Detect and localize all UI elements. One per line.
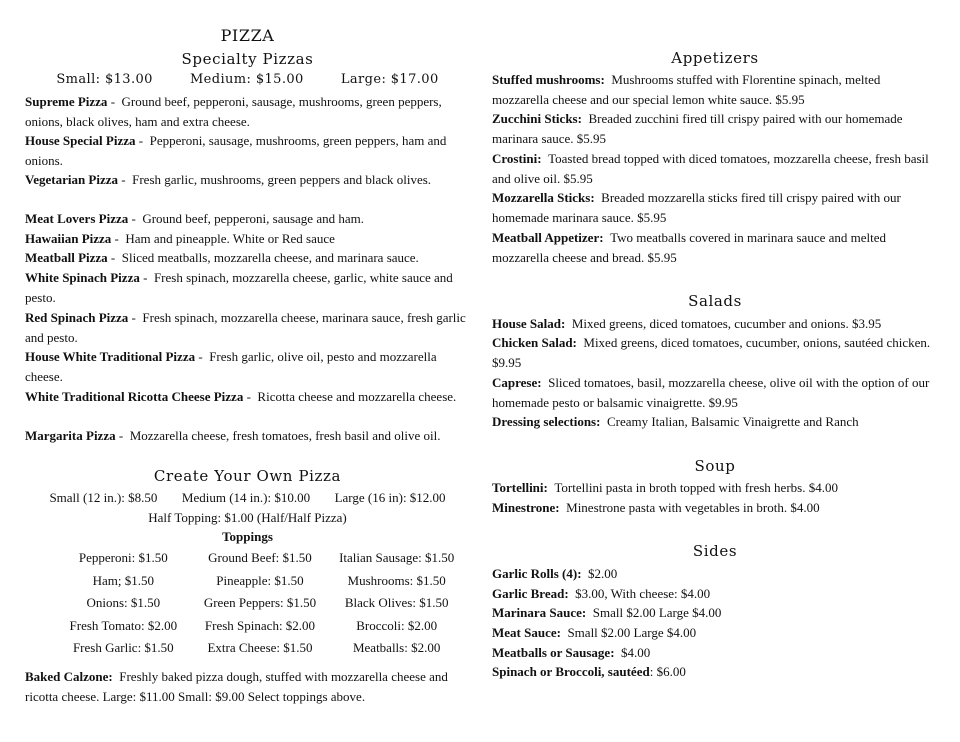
soup-heading: Soup	[694, 457, 736, 475]
item-name: Meatball Appetizer:	[492, 230, 604, 245]
menu-item	[492, 314, 938, 334]
item-name: Crostini:	[492, 151, 542, 166]
menu-item	[492, 564, 938, 584]
item-desc: Creamy Italian, Balsamic Vinaigrette and Ranch	[606, 414, 859, 429]
item-name: House Special Pizza	[25, 133, 136, 148]
item-desc: $2.00	[588, 566, 618, 581]
item-name: Vegetarian Pizza	[25, 172, 119, 187]
menu-item	[492, 478, 938, 498]
topping: Ground Beef: $1.50	[208, 550, 312, 565]
topping: Fresh Garlic: $1.50	[72, 640, 174, 655]
item-desc: Ham and pineapple. White or Red sauce	[125, 231, 335, 246]
item-desc: Sliced tomatoes, basil, mozzarella cheese, olive oil with the option of our homemade pesto or balsamic vinaigrette. $9.95	[492, 375, 930, 410]
topping: Meatballs: $2.00	[352, 640, 441, 655]
item-desc: Ground beef, pepperoni, sausage and ham.	[142, 211, 364, 226]
menu-item	[492, 603, 938, 623]
menu-item	[492, 333, 938, 372]
item-name: Dressing selections:	[492, 414, 601, 429]
create-your-own-heading: Create Your Own Pizza	[153, 467, 342, 485]
item-name: Meat Lovers Pizza	[25, 211, 129, 226]
item-desc: Fresh spinach, mozzarella cheese, garlic, white sauce and pesto.	[25, 270, 453, 305]
create-size-medium: Medium (14 in.): $10.00	[181, 490, 311, 505]
menu-item: Vegetarian Pizza - Fresh garlic, mushrooms, green peppers and black olives.	[25, 172, 432, 187]
item-desc: Fresh spinach, mozzarella cheese, marinara sauce, fresh garlic and pesto.	[25, 310, 466, 345]
item-name: Chicken Salad:	[492, 335, 577, 350]
menu-item: House Special Pizza - Pepperoni, sausage, mushrooms, green peppers, ham and onions.	[25, 133, 447, 168]
menu-item	[492, 412, 938, 432]
item-name: House Salad:	[492, 316, 566, 331]
specialty-sizes	[25, 72, 470, 87]
specialty-size-large: Large: $17.00	[340, 72, 439, 87]
item-name: Hawaiian Pizza	[25, 231, 112, 246]
item-name: Red Spinach Pizza	[25, 310, 129, 325]
topping: Green Peppers: $1.50	[203, 595, 317, 610]
toppings-heading: Toppings	[222, 529, 273, 544]
calzone-name: Baked Calzone:	[25, 669, 113, 684]
item-name: Supreme Pizza	[25, 94, 108, 109]
item-name: Meatball Pizza	[25, 250, 108, 265]
item-desc: Fresh garlic, olive oil, pesto and mozzarella cheese.	[25, 349, 437, 384]
item-desc: $3.00, With cheese: $4.00	[575, 586, 711, 601]
item-desc: Sliced meatballs, mozzarella cheese, and marinara sauce.	[121, 250, 419, 265]
item-desc: Ricotta cheese and mozzarella cheese.	[257, 389, 457, 404]
specialty-size-medium: Medium: $15.00	[189, 72, 304, 87]
create-size-small: Small (12 in.): $8.50	[49, 490, 158, 505]
menu-item	[492, 643, 938, 663]
item-desc: Mushrooms stuffed with Florentine spinach, melted mozzarella cheese and our special lemon white sauce. $5.95	[492, 72, 881, 107]
item-name: Stuffed mushrooms:	[492, 72, 605, 87]
appetizers-heading: Appetizers	[671, 49, 759, 67]
salads-heading: Salads	[688, 292, 742, 310]
topping: Pineapple: $1.50	[216, 572, 304, 588]
menu-item	[492, 188, 938, 227]
menu-item: Hawaiian Pizza - Ham and pineapple. White or Red sauce	[25, 231, 335, 246]
menu-item	[492, 109, 938, 148]
menu-item	[492, 373, 938, 412]
menu-item: Meat Lovers Pizza - Ground beef, pepperoni, sausage and ham.	[25, 211, 364, 226]
item-name: White Spinach Pizza	[25, 270, 140, 285]
item-desc: Pepperoni, sausage, mushrooms, green peppers, ham and onions.	[25, 133, 447, 168]
menu-item	[492, 70, 938, 109]
menu-item: House White Traditional Pizza - Fresh garlic, olive oil, pesto and mozzarella cheese.	[25, 349, 437, 384]
topping: Ham; $1.50	[92, 572, 155, 588]
menu-item	[492, 149, 938, 188]
create-size-large: Large (16 in): $12.00	[334, 490, 446, 505]
toppings-grid	[55, 547, 465, 660]
item-name: Mozzarella Sticks:	[492, 190, 595, 205]
menu-item: White Spinach Pizza - Fresh spinach, mozzarella cheese, garlic, white sauce and pesto.	[25, 270, 453, 305]
menu-item: Margarita Pizza - Mozzarella cheese, fresh tomatoes, fresh basil and olive oil.	[25, 428, 441, 443]
item-name: Garlic Bread:	[492, 586, 569, 601]
item-desc: Fresh garlic, mushrooms, green peppers and black olives.	[132, 172, 432, 187]
item-name: Garlic Rolls (4):	[492, 566, 582, 581]
topping: Broccoli: $2.00	[356, 617, 438, 633]
item-name: Spinach or Broccoli, sautéed	[492, 664, 650, 679]
topping: Pepperoni: $1.50	[78, 550, 168, 565]
item-desc: Mixed greens, diced tomatoes, cucumber, onions, sautéed chicken. $9.95	[492, 335, 931, 370]
item-name: Meatballs or Sausage:	[492, 645, 615, 660]
menu-item: Supreme Pizza - Ground beef, pepperoni, sausage, mushrooms, green peppers, onions, black olives, ham and extra cheese.	[25, 94, 442, 129]
item-name: Marinara Sauce:	[492, 605, 587, 620]
specialty-pizzas-heading: Specialty Pizzas	[181, 50, 314, 68]
item-desc: Mozzarella cheese, fresh tomatoes, fresh basil and olive oil.	[129, 428, 441, 443]
menu-item: Red Spinach Pizza - Fresh spinach, mozzarella cheese, marinara sauce, fresh garlic and pesto.	[25, 310, 466, 345]
item-desc: Toasted bread topped with diced tomatoes, mozzarella cheese, fresh basil and olive oil. $5.95	[492, 151, 929, 186]
item-desc: Breaded mozzarella sticks fired till crispy paired with our homemade marinara sauce. $5.95	[492, 190, 901, 225]
item-name: Meat Sauce:	[492, 625, 561, 640]
item-desc: Ground beef, pepperoni, sausage, mushrooms, green peppers, onions, black olives, ham and extra cheese.	[25, 94, 442, 129]
topping: Onions: $1.50	[86, 595, 161, 610]
sides-heading: Sides	[692, 542, 738, 560]
menu-item: Meatball Pizza - Sliced meatballs, mozzarella cheese, and marinara sauce.	[25, 250, 419, 265]
item-desc: Small $2.00 Large $4.00	[592, 605, 722, 620]
topping: Black Olives: $1.50	[344, 595, 449, 610]
topping: Fresh Tomato: $2.00	[69, 617, 178, 633]
menu-item	[492, 584, 938, 604]
pizza-heading: PIZZA	[220, 26, 275, 45]
item-name: Caprese:	[492, 375, 542, 390]
menu-item: White Traditional Ricotta Cheese Pizza - Ricotta cheese and mozzarella cheese.	[25, 389, 457, 404]
item-name: House White Traditional Pizza	[25, 349, 196, 364]
item-desc: : $6.00	[649, 664, 686, 679]
item-desc: Tortellini pasta in broth topped with fresh herbs. $4.00	[554, 480, 838, 495]
item-desc: Minestrone pasta with vegetables in broth. $4.00	[566, 500, 820, 515]
topping: Extra Cheese: $1.50	[207, 640, 313, 655]
half-topping: Half Topping: $1.00 (Half/Half Pizza)	[148, 510, 347, 525]
item-desc: Breaded zucchini fired till crispy paired with our homemade marinara sauce. $5.95	[492, 111, 903, 146]
topping: Mushrooms: $1.50	[347, 572, 446, 588]
item-desc: Two meatballs covered in marinara sauce and melted mozzarella cheese and bread. $5.95	[492, 230, 887, 265]
item-name: Minestrone:	[492, 500, 560, 515]
item-desc: Small $2.00 Large $4.00	[567, 625, 697, 640]
item-name: Margarita Pizza	[25, 428, 116, 443]
menu-item	[492, 662, 938, 682]
calzone	[25, 667, 470, 706]
topping: Fresh Spinach: $2.00	[204, 617, 316, 633]
item-desc: Mixed greens, diced tomatoes, cucumber and onions. $3.95	[571, 316, 882, 331]
menu-item	[492, 228, 938, 267]
specialty-size-small: Small: $13.00	[56, 72, 153, 87]
item-name: Tortellini:	[492, 480, 548, 495]
calzone-desc: Freshly baked pizza dough, stuffed with mozzarella cheese and ricotta cheese. Large: $11.00 Small: $9.00 Select toppings above.	[25, 669, 448, 704]
item-name: Zucchini Sticks:	[492, 111, 582, 126]
create-sizes	[25, 490, 470, 506]
menu-item	[492, 498, 938, 518]
topping: Italian Sausage: $1.50	[339, 550, 455, 565]
menu-item	[492, 623, 938, 643]
item-desc: $4.00	[621, 645, 651, 660]
item-name: White Traditional Ricotta Cheese Pizza	[25, 389, 244, 404]
